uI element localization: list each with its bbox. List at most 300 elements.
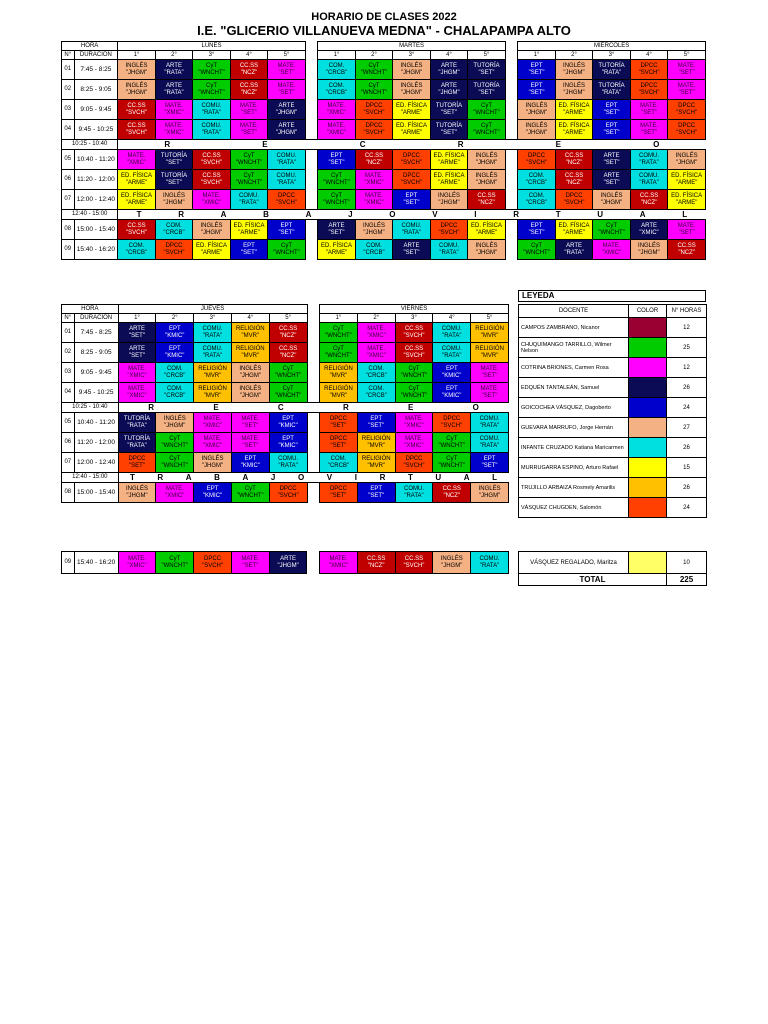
schedule-table-thu-fri (61, 304, 509, 503)
grade-header: 2° (355, 51, 393, 60)
subject-name: COM. (128, 242, 145, 249)
break-row (62, 210, 706, 220)
teacher-code: "SET" (129, 332, 145, 339)
column-gap (307, 323, 320, 343)
teacher-name: TRUJILLO ARBAIZA Rosmely Amarilis (519, 478, 629, 498)
schedule-extra-row (61, 551, 509, 574)
subject-name: ED. FÍSICA (471, 222, 503, 229)
class-cell (193, 80, 231, 100)
subject-name: ARTE (566, 242, 582, 249)
teacher-code: "MVR" (241, 332, 260, 339)
class-cell (430, 80, 468, 100)
teacher-code: "SET" (328, 159, 345, 166)
banner-letter: O (472, 403, 479, 412)
class-cell (155, 170, 193, 190)
subject-name: MATE. (128, 555, 146, 562)
subject-name: RELIGIÓN (198, 365, 227, 372)
class-cell (355, 80, 393, 100)
class-cell (395, 413, 433, 433)
subject-name: EPT (530, 62, 543, 69)
period-number: 02 (62, 343, 75, 363)
subject-name: CyT (169, 435, 181, 442)
class-cell (395, 433, 433, 453)
class-cell (230, 60, 268, 80)
teacher-code: "WNCHT" (273, 249, 300, 256)
break-time: 12:40 - 15:00 (62, 473, 119, 483)
teacher-code: "JHGM" (600, 199, 623, 206)
period-number: 08 (62, 483, 75, 503)
banner-letter: B (214, 473, 220, 482)
teacher-code: "WNCHT" (161, 462, 189, 469)
subject-name: COMU. (278, 455, 299, 462)
column-gap (305, 220, 318, 240)
grade-header: 1° (118, 314, 156, 323)
period-number: 01 (62, 60, 75, 80)
class-cell (268, 170, 306, 190)
teacher-code: "XMIC" (202, 422, 223, 429)
teacher-code: "ARME" (400, 129, 423, 136)
period-number: 07 (62, 190, 75, 210)
subject-name: RELIGIÓN (361, 455, 391, 462)
class-cell (269, 323, 307, 343)
class-cell (357, 323, 395, 343)
legend-row (519, 478, 707, 498)
teacher-code: "SET" (481, 462, 498, 469)
subject-name: CC.SS (477, 192, 496, 199)
banner-letter: R (457, 140, 464, 149)
column-gap (505, 150, 518, 170)
teacher-code: "SVCH" (638, 89, 660, 96)
number-header: N° (62, 314, 75, 323)
subject-name: EPT (405, 192, 418, 199)
teacher-code: "WNCHT" (400, 372, 428, 379)
subject-name: ARTE (278, 122, 295, 129)
teacher-code: "ARME" (125, 199, 148, 206)
subject-name: EPT (445, 385, 458, 392)
teacher-code: "SVCH" (202, 562, 224, 569)
class-cell (155, 120, 193, 140)
class-cell (318, 60, 356, 80)
class-cell (433, 483, 471, 503)
grade-header: 3° (193, 51, 231, 60)
banner-letter: J (348, 210, 353, 219)
legend-row (519, 498, 707, 518)
class-cell (593, 60, 631, 80)
class-cell (471, 433, 509, 453)
class-cell (230, 120, 268, 140)
period-duration: 12:00 - 12:40 (74, 453, 118, 473)
teacher-code: "XMIC" (326, 129, 347, 136)
teacher-code: "NCZ" (478, 199, 495, 206)
teacher-code: "RATA" (127, 422, 147, 429)
teacher-code: "WNCHT" (438, 462, 466, 469)
teacher-code: "KMIC" (202, 492, 223, 499)
teacher-code: "SET" (603, 179, 620, 186)
header-grades-row (62, 314, 509, 323)
class-cell (357, 413, 395, 433)
subject-name: DPCC (365, 102, 383, 109)
color-swatch (629, 378, 667, 398)
subject-name: EPT (605, 102, 618, 109)
class-cell (555, 150, 593, 170)
schedule-title: HORARIO DE CLASES 2022 (311, 11, 457, 23)
subject-name: RELIGIÓN (198, 385, 227, 392)
column-gap (305, 100, 318, 120)
subject-name: ED. FÍSICA (120, 172, 152, 179)
class-cell (630, 150, 668, 170)
teacher-code: "JHGM" (438, 89, 460, 96)
grade-header: 3° (395, 314, 433, 323)
class-cell (593, 170, 631, 190)
subject-name: COMU. (202, 345, 223, 352)
teacher-code: "SET" (330, 422, 347, 429)
subject-name: ED. FÍSICA (395, 102, 427, 109)
class-cell (230, 150, 268, 170)
teacher-code: "JHGM" (275, 109, 298, 116)
class-cell (231, 383, 269, 403)
column-gap (307, 552, 320, 574)
subject-name: MATE. (405, 415, 423, 422)
teacher-code: "RATA" (442, 332, 462, 339)
class-cell (630, 240, 668, 260)
subject-name: ARTE (441, 62, 457, 69)
teacher-code: "SET" (129, 352, 145, 359)
period-number: 03 (62, 363, 75, 383)
subject-name: COMU. (441, 325, 462, 332)
teacher-code: "NCZ" (367, 562, 385, 569)
subject-name: INGLÉS (362, 222, 385, 229)
class-cell (230, 240, 268, 260)
class-cell (357, 453, 395, 473)
period-number: 09 (62, 552, 75, 574)
subject-name: COMU. (201, 122, 222, 129)
teacher-code: "XMIC" (404, 442, 424, 449)
teacher-code: "JHGM" (400, 69, 423, 76)
period-number: 04 (62, 383, 75, 403)
teacher-code: "WNCHT" (235, 159, 263, 166)
subject-name: ED. FÍSICA (195, 242, 227, 249)
subject-name: CC.SS (202, 152, 221, 159)
subject-name: CC.SS (278, 345, 298, 352)
class-cell (468, 60, 506, 80)
teacher-code: "WNCHT" (237, 492, 264, 499)
teacher-code: "JHGM" (164, 422, 186, 429)
class-cell (318, 220, 356, 240)
teacher-code: "RATA" (439, 249, 459, 256)
subject-name: MATE. (329, 555, 348, 562)
class-cell (518, 80, 556, 100)
subject-name: INGLÉS (525, 102, 548, 109)
subject-name: MATE. (480, 365, 499, 372)
subject-name: CyT (206, 62, 217, 69)
teacher-code: "MVR" (329, 392, 348, 399)
teacher-code: "JHGM" (163, 199, 185, 206)
class-cell (668, 150, 706, 170)
class-cell (118, 363, 156, 383)
teacher-code: "WNCHT" (161, 562, 189, 569)
class-cell (355, 60, 393, 80)
teacher-code: "JHGM" (438, 69, 460, 76)
teacher-code: "SVCH" (126, 109, 147, 116)
teacher-code: "RATA" (164, 69, 184, 76)
grade-header: 3° (593, 51, 631, 60)
class-cell (231, 323, 269, 343)
teacher-code: "MVR" (329, 372, 348, 379)
teacher-code: "RATA" (127, 442, 147, 449)
legend-header-row (519, 305, 707, 318)
break-row (62, 403, 509, 413)
teacher-code: "MVR" (241, 352, 260, 359)
class-cell (433, 363, 471, 383)
teacher-code: "SET" (278, 69, 295, 76)
class-cell (156, 413, 194, 433)
subject-name: EPT (370, 485, 383, 492)
period-row (62, 413, 509, 433)
teacher-code: "ARME" (400, 109, 423, 116)
teacher-code: "WNCHT" (360, 89, 388, 96)
subject-name: CyT (282, 365, 294, 372)
subject-name: MATE. (367, 345, 386, 352)
column-gap (505, 80, 518, 100)
subject-name: DPCC (128, 455, 146, 462)
color-swatch (629, 358, 667, 378)
teacher-code: "SVCH" (438, 229, 460, 236)
column-gap (305, 60, 318, 80)
banner-letter: L (682, 210, 688, 219)
class-cell (320, 413, 358, 433)
teacher-code: "WNCHT" (473, 129, 500, 136)
teacher-code: "RATA" (639, 179, 659, 186)
subject-name: DPCC (329, 485, 347, 492)
period-duration: 7:45 - 8:25 (74, 60, 118, 80)
class-cell (268, 120, 306, 140)
column-gap (305, 51, 318, 60)
teacher-code: "SET" (278, 89, 295, 96)
subject-name: MATE. (128, 365, 146, 372)
subject-name: CC.SS (127, 122, 146, 129)
class-cell (156, 483, 194, 503)
break-banner (118, 140, 706, 150)
teacher-code: "SET" (241, 109, 257, 116)
grade-header: 4° (430, 51, 468, 60)
subject-name: ED. FÍSICA (671, 172, 703, 179)
duration-header: DURACIÓN (74, 314, 118, 323)
grade-header: 1° (118, 51, 156, 60)
teacher-code: "CRCB" (164, 392, 186, 399)
subject-name: ARTE (129, 325, 145, 332)
banner-letter: R (513, 210, 519, 219)
teacher-code: "SVCH" (201, 179, 222, 186)
class-cell (357, 383, 395, 403)
subject-name: CC.SS (367, 555, 386, 562)
class-cell (118, 343, 156, 363)
class-cell (230, 80, 268, 100)
class-cell (318, 120, 356, 140)
teacher-code: "SET" (441, 109, 457, 116)
subject-name: MATE. (241, 435, 260, 442)
class-cell (231, 552, 269, 574)
subject-name: CyT (244, 485, 256, 492)
subject-name: CC.SS (404, 325, 424, 332)
teacher-name: CAMPOS ZAMBRANO, Nicanor (519, 318, 629, 338)
class-cell (156, 363, 194, 383)
class-cell (231, 453, 269, 473)
teacher-code: "SET" (403, 249, 420, 256)
banner-letter: R (379, 473, 386, 482)
class-cell (268, 150, 306, 170)
teacher-code: "SET" (603, 109, 620, 116)
teacher-code: "RATA" (401, 229, 422, 236)
class-cell (593, 150, 631, 170)
subject-name: CC.SS (239, 82, 259, 89)
subject-name: COM. (330, 455, 347, 462)
class-cell (393, 80, 431, 100)
banner-letter: A (242, 473, 249, 482)
subject-name: INGLÉS (125, 62, 148, 69)
subject-name: INGLÉS (125, 82, 148, 89)
class-cell (194, 383, 232, 403)
class-cell (471, 552, 509, 574)
subject-name: DPCC (443, 415, 461, 422)
teacher-code: "KMIC" (165, 332, 185, 339)
column-gap (505, 170, 518, 190)
class-cell (393, 170, 431, 190)
class-cell (269, 383, 307, 403)
teacher-code: "XMIC" (364, 199, 384, 206)
period-duration: 9:05 - 9:45 (74, 100, 118, 120)
class-cell (393, 150, 431, 170)
teacher-code: "KMIC" (278, 422, 298, 429)
teacher-code: "RATA" (201, 129, 222, 136)
subject-name: COM. (366, 242, 382, 249)
break-row (62, 473, 509, 483)
subject-name: RELIGIÓN (475, 345, 504, 352)
subject-name: COMU. (479, 435, 500, 442)
subject-name: ARTE (603, 172, 620, 179)
subject-name: EPT (168, 325, 181, 332)
teacher-code: "KMIC" (442, 392, 462, 399)
class-cell (393, 240, 431, 260)
teacher-code: "CRCB" (125, 249, 148, 256)
class-cell (468, 150, 506, 170)
class-cell (155, 220, 193, 240)
teacher-code: "CRCB" (327, 462, 350, 469)
teacher-code: "SET" (129, 462, 145, 469)
class-cell (518, 150, 556, 170)
period-number: 04 (62, 120, 75, 140)
period-number: 05 (62, 150, 75, 170)
class-cell (194, 483, 232, 503)
teacher-code: "SET" (403, 199, 420, 206)
teacher-code: "SVCH" (163, 249, 185, 256)
class-cell (471, 413, 509, 433)
color-swatch (629, 418, 667, 438)
header-grades-row (62, 51, 706, 60)
period-duration: 10:40 - 11:20 (74, 150, 118, 170)
subject-name: COMU. (404, 485, 424, 492)
period-row (62, 323, 509, 343)
column-gap (505, 100, 518, 120)
subject-name: COM. (368, 365, 385, 372)
class-cell (194, 323, 232, 343)
break-row (62, 140, 706, 150)
teacher-code: "SVCH" (403, 332, 425, 339)
subject-name: MATE. (365, 172, 383, 179)
class-cell (471, 343, 509, 363)
period-number: 01 (62, 323, 75, 343)
class-cell (118, 433, 156, 453)
teacher-hours: 26 (667, 438, 707, 458)
class-cell (269, 363, 307, 383)
subject-name: COM. (166, 385, 183, 392)
subject-name: INGLÉS (563, 82, 586, 89)
teacher-code: "JHGM" (525, 129, 548, 136)
teacher-name: CHUQUIMANGO TARRILLO, Wilmer Nelson (519, 338, 629, 358)
subject-name: DPCC (678, 122, 696, 129)
teacher-code: "JHGM" (475, 179, 498, 186)
subject-name: INGLÉS (400, 82, 423, 89)
teacher-code: "SET" (678, 89, 695, 96)
class-cell (320, 383, 358, 403)
teacher-code: "SET" (278, 229, 295, 236)
teacher-name: EDQUÉN TANTALEÁN, Samuel (519, 378, 629, 398)
teacher-code: "SVCH" (403, 352, 425, 359)
class-cell (193, 220, 231, 240)
class-cell (393, 60, 431, 80)
subject-name: RELIGIÓN (235, 325, 265, 332)
subject-name: DPCC (277, 192, 295, 199)
class-cell (268, 190, 306, 210)
class-cell (269, 343, 307, 363)
break-banner (118, 403, 508, 413)
subject-name: ARTE (603, 152, 620, 159)
teacher-hours: 12 (667, 318, 707, 338)
class-cell (433, 552, 471, 574)
legend-total-row (519, 574, 707, 586)
class-cell (395, 363, 433, 383)
period-row (62, 343, 509, 363)
teacher-hours: 25 (667, 338, 707, 358)
subject-name: COMU. (479, 555, 500, 562)
period-row (62, 433, 509, 453)
class-cell (155, 150, 193, 170)
teacher-code: "MVR" (203, 392, 222, 399)
subject-name: INGLÉS (478, 485, 501, 492)
subject-name: COMU. (479, 415, 500, 422)
subject-name: CyT (332, 325, 344, 332)
column-gap (307, 314, 320, 323)
class-cell (630, 100, 668, 120)
teacher-code: "MVR" (480, 352, 499, 359)
subject-name: EPT (530, 82, 543, 89)
class-cell (155, 240, 193, 260)
subject-name: INGLÉS (525, 122, 548, 129)
banner-letter: R (164, 140, 171, 149)
teacher-code: "CRCB" (365, 372, 387, 379)
class-cell (630, 190, 668, 210)
teacher-code: "XMIC" (366, 332, 386, 339)
class-cell (593, 120, 631, 140)
column-gap (305, 190, 318, 210)
class-cell (555, 170, 593, 190)
subject-name: RELIGIÓN (475, 325, 504, 332)
class-cell (518, 220, 556, 240)
period-row (62, 453, 509, 473)
class-cell (355, 190, 393, 210)
period-number: 06 (62, 170, 75, 190)
teacher-code: "WNCHT" (235, 179, 263, 186)
subject-name: DPCC (365, 122, 383, 129)
